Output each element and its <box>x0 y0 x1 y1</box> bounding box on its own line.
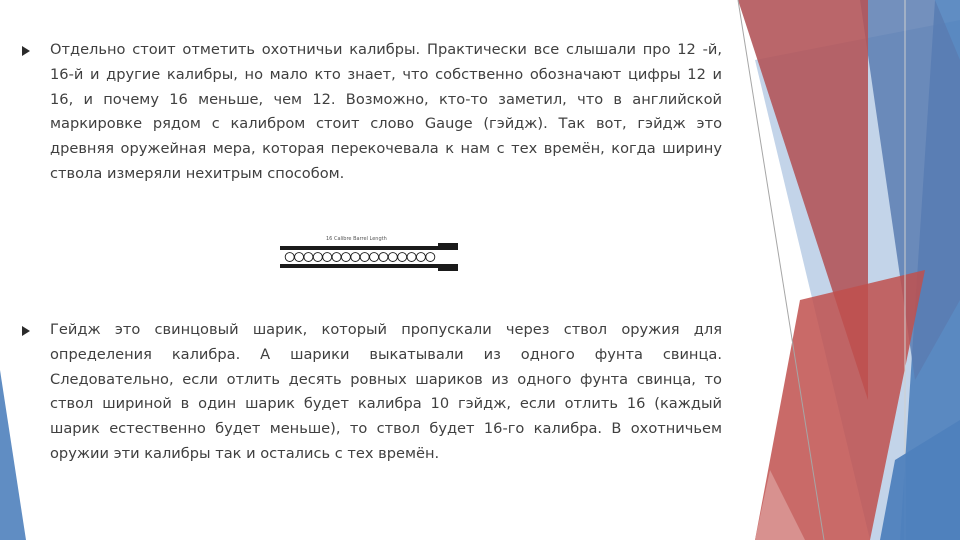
lead-ball <box>407 253 416 262</box>
lead-ball <box>398 253 407 262</box>
bullet-arrow-icon <box>22 46 30 56</box>
lead-ball <box>351 253 360 262</box>
lead-ball <box>313 253 322 262</box>
lead-ball <box>295 253 304 262</box>
barrel-caption: 16 Calibre Barrel Length <box>326 236 387 242</box>
barrel-chamber-bottom <box>438 264 458 271</box>
barrel-chamber-top <box>438 243 458 250</box>
bullet-item-2 <box>22 318 722 467</box>
bullet-text-2: Гейдж это свинцовый шарик, который пропускали через ствол оружия для определения калибра. А шарики выкатывали из одного фунта свинца. Следовательно, если отлить десять ровных шариков из одного фунта свинца, то ствол шириной в один шарик будет калибра 10 гэйдж, если отлить 16 (каждый шарик естественно будет меньше), то ствол будет 16-го калибра. В охотничьем оружии эти калибры так и остались с тех времён. <box>50 321 722 462</box>
lead-ball <box>341 253 350 262</box>
lead-ball <box>379 253 388 262</box>
bullet-arrow-icon <box>22 326 30 336</box>
barrel-illustration <box>278 236 462 272</box>
lead-ball <box>388 253 397 262</box>
barrel-top-wall <box>280 246 438 250</box>
lead-ball <box>360 253 369 262</box>
lead-ball <box>304 253 313 262</box>
lead-ball <box>416 253 425 262</box>
lead-ball <box>426 253 435 262</box>
lead-ball <box>285 253 294 262</box>
lead-ball <box>323 253 332 262</box>
bullet-text-1: Отдельно стоит отметить охотничьи калибры. Практически все слышали про 12 -й, 16-й и другие калибры, но мало кто знает, что собственно обозначают цифры 12 и 16, и почему 16 меньше, чем 12. Возможно, кто-то заметил, что в английской маркировке рядом с калибром стоит слово Gauge (гэйдж). Так вот, гэйдж это древняя оружейная мера, которая перекочевала к нам с тех времён, когда ширину ствола измеряли нехитрым способом. <box>50 41 722 182</box>
lead-ball <box>370 253 379 262</box>
barrel-bottom-wall <box>280 264 438 268</box>
lead-balls <box>285 253 435 262</box>
lead-ball <box>332 253 341 262</box>
bullet-item-1 <box>22 38 722 187</box>
